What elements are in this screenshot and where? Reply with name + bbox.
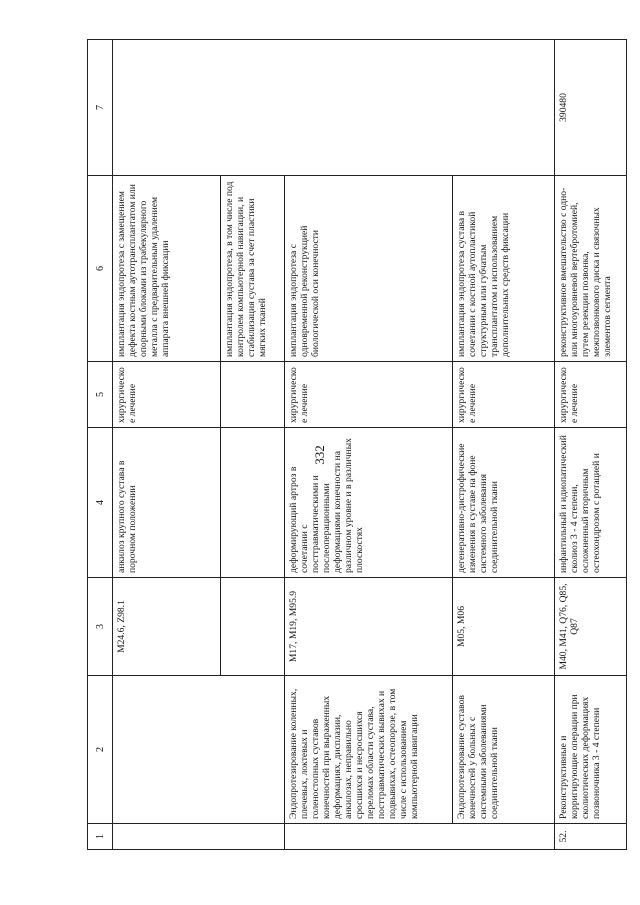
header-cell: 3: [88, 578, 113, 676]
patient-model: деформирующий артроз в сочетании с посттравматическими и послеоперационными деформациями конечности на различном уровне и в различных плоскостях: [285, 428, 453, 578]
tariff-cell: 390480: [555, 40, 627, 176]
row-number: [113, 824, 285, 850]
treatment-type: хирургическое лечение: [453, 362, 555, 428]
diagnosis-codes: [221, 578, 285, 676]
procedure-name: Реконструктивные и корригирующие операции при сколиотических деформациях позвоночника 3 - 4 степени: [555, 676, 627, 824]
diagnosis-codes: M40, M41, Q76, Q85, Q87: [555, 578, 627, 676]
tariff-cell: [113, 40, 555, 176]
page-number: 332: [312, 445, 327, 465]
treatment-method: реконструктивное вмешательство с одно- или многоуровневой вертебротомией, путем резекции позвонка, межпозвонкового диска и связочных элементов сегмента: [555, 176, 627, 362]
treatment-type: хирургическое лечение: [555, 362, 627, 428]
treatment-type: хирургическое лечение: [113, 362, 221, 428]
row-number: 52.: [555, 824, 627, 850]
header-cell: 6: [88, 176, 113, 362]
header-cell: 2: [88, 676, 113, 824]
treatment-method: имплантация эндопротеза сустава в сочетании с костной аутопластикой структурным или губчатым трансплантатом и использованием дополнительных средств фиксации: [453, 176, 555, 362]
patient-model: [221, 428, 285, 578]
diagnosis-codes: M05, M06: [453, 578, 555, 676]
treatment-type: хирургическое лечение: [285, 362, 453, 428]
table-container: [87, 40, 627, 850]
header-row: [88, 40, 113, 850]
diagnosis-codes: M24.6, Z98.1: [113, 578, 221, 676]
header-cell: 4: [88, 428, 113, 578]
treatment-method: имплантация эндопротеза с замещением дефекта костным аутотрансплантатом или опорными блоками из трабекулярного металла с предварительным удалением аппарата внешней фиксации: [113, 176, 221, 362]
table-row: [555, 40, 627, 850]
rotated-table: [87, 40, 627, 850]
procedure-name: [113, 676, 285, 824]
diagnosis-codes: M17, M19, M95.9: [285, 578, 453, 676]
header-cell: 5: [88, 362, 113, 428]
treatment-method: имплантация эндопротеза с одновременной реконструкцией биологической оси конечности: [285, 176, 453, 362]
procedure-name: Эндопротезирование коленных, плечевых, локтевых и голеностопных суставов конечностей при выраженных деформациях, дисплазии, анкилозах, неправильно сросшихся и несросшихся переломах области сустава, посттравматических вывихах и подвывихах, остеопорозе, в том числе с использованием компьютерной навигации: [285, 676, 453, 824]
patient-model: анкилоз крупного сустава в порочном положении: [113, 428, 221, 578]
treatment-type: [221, 362, 285, 428]
header-cell: 7: [88, 40, 113, 176]
table-row: [113, 40, 221, 850]
header-cell: 1: [88, 824, 113, 850]
procedures-table: [87, 39, 627, 850]
patient-model: дегенеративно-дистрофические изменения в суставе на фоне системного заболевания соединительной ткани: [453, 428, 555, 578]
patient-model: инфантильный и идиопатический сколиоз 3 - 4 степени, осложненный вторичным остеохондрозом с ротацией и: [555, 428, 627, 578]
treatment-method: имплантация эндопротеза, в том числе под контролем компьютерной навигации, и стабилизация сустава за счет пластики мягких тканей: [221, 176, 285, 362]
procedure-name: Эндопротезирование суставов конечностей у больных с системными заболеваниями соединительной ткани: [453, 676, 555, 824]
row-number: [285, 824, 555, 850]
